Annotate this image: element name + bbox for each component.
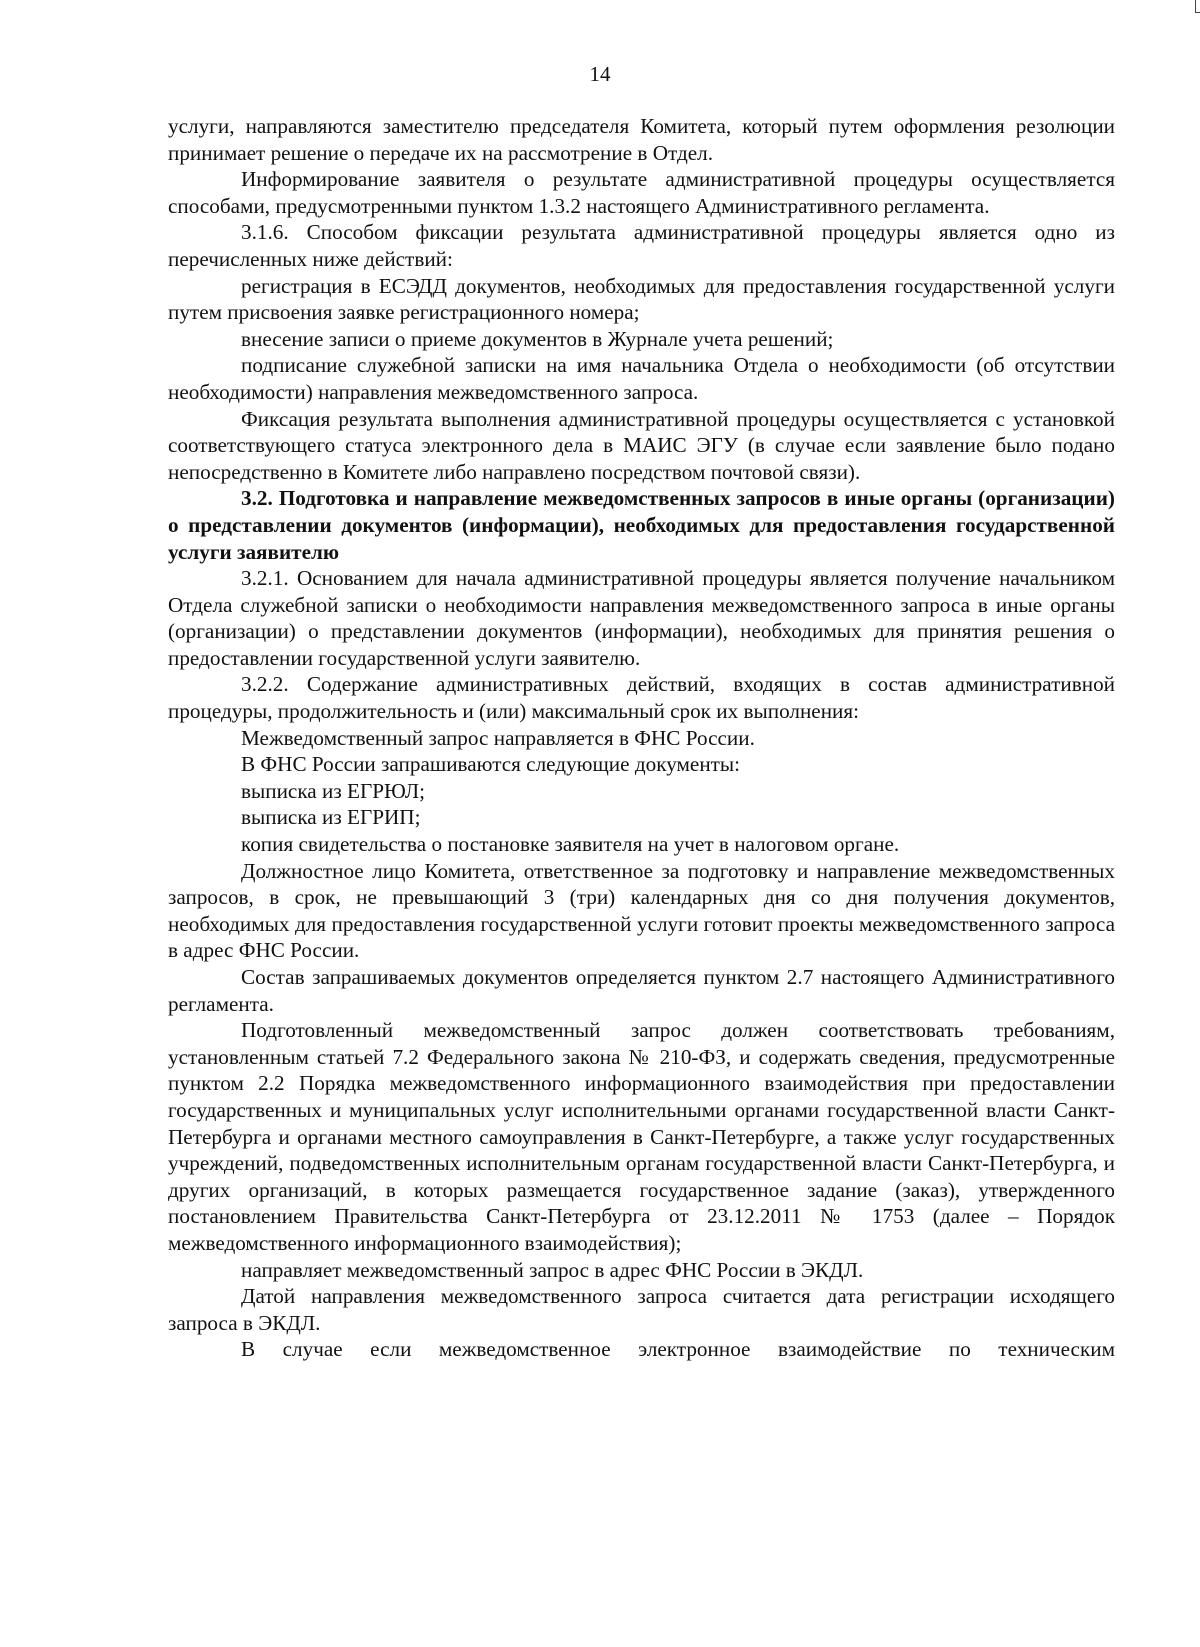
section-heading: 3.2. Подготовка и направление межведомственных запросов в иные органы (организации) о представлении документов (информации), необходимых для предоставления государственной услуги заявителю	[168, 486, 1115, 564]
document-body	[168, 113, 1115, 1363]
paragraph: Должностное лицо Комитета, ответственное за подготовку и направление межведомственных запросов, в срок, не превышающий 3 (три) календарных дня со дня получения документов, необходимых для предоставления государственной услуги готовит проекты межведомственного запроса в адрес ФНС России.	[168, 858, 1115, 963]
list-item: подписание служебной записки на имя начальника Отдела о необходимости (об отсутствии необходимости) направления межведомственного запроса.	[168, 353, 1115, 404]
paragraph: В ФНС России запрашиваются следующие документы:	[241, 752, 741, 777]
page-number: 14	[589, 62, 611, 86]
paragraph: 3.2.1. Основанием для начала административной процедуры является получение начальником Отдела служебной записки о необходимости направления межведомственного запроса в иные органы (организации) о представлении документов (информации), необходимых для принятия решения о предоставлении государственной услуги заявителю.	[168, 566, 1115, 670]
paragraph: Датой направления межведомственного запроса считается дата регистрации исходящего запроса в ЭКДЛ.	[168, 1284, 1115, 1335]
list-item: копия свидетельства о постановке заявителя на учет в налоговом органе.	[241, 832, 900, 857]
paragraph: Подготовленный межведомственный запрос должен соответствовать требованиям, установленным статьей 7.2 Федерального закона № 210-ФЗ, и содержать сведения, предусмотренные пунктом 2.2 Порядка межведомственного информационного взаимодействия при предоставлении государственных и муниципальных услуг исполнительными органами государственной власти Санкт-Петербурга и органами местного самоуправления в Санкт-Петербурге, а также услуг государственных учреждений, подведомственных исполнительным органам государственной власти Санкт-Петербурга, и других организаций, в которых размещается государственное задание (заказ), утвержденного постановлением Правительства Санкт-Петербурга от 23.12.2011 № 1753 (далее – Порядок межведомственного информационного взаимодействия);	[168, 1018, 1115, 1255]
list-item: выписка из ЕГРЮЛ;	[241, 778, 425, 803]
paragraph: Информирование заявителя о результате административной процедуры осуществляется способами, предусмотренными пунктом 1.3.2 настоящего Административного регламента.	[168, 167, 1115, 218]
paragraph: В случае если межведомственное электронное взаимодействие по техническим	[241, 1337, 1115, 1362]
paragraph: услуги, направляются заместителю председателя Комитета, который путем оформления резолюции принимает решение о передаче их на рассмотрение в Отдел.	[168, 114, 1115, 165]
paragraph: 3.2.2. Содержание административных действий, входящих в состав административной процедуры, продолжительность и (или) максимальный срок их выполнения:	[168, 672, 1115, 724]
list-item: выписка из ЕГРИП;	[241, 805, 421, 830]
paragraph: Фиксация результата выполнения административной процедуры осуществляется с установкой соответствующего статуса электронного дела в МАИС ЭГУ (в случае если заявление было подано непосредственно в Комитете либо направлено посредством почтовой связи).	[168, 406, 1115, 484]
paragraph: направляет межведомственный запрос в адрес ФНС России в ЭКДЛ.	[241, 1257, 864, 1282]
paragraph: Состав запрашиваемых документов определяется пунктом 2.7 настоящего Административного регламента.	[168, 965, 1115, 1016]
list-item: внесение записи о приеме документов в Журнале учета решений;	[241, 326, 834, 351]
scan-edge-mark	[1195, 0, 1200, 13]
paragraph: 3.1.6. Способом фиксации результата административной процедуры является одно из перечисленных ниже действий:	[168, 220, 1115, 271]
list-item: регистрация в ЕСЭДД документов, необходимых для предоставления государственной услуги путем присвоения заявке регистрационного номера;	[168, 273, 1115, 325]
paragraph: Межведомственный запрос направляется в ФНС России.	[241, 725, 755, 750]
